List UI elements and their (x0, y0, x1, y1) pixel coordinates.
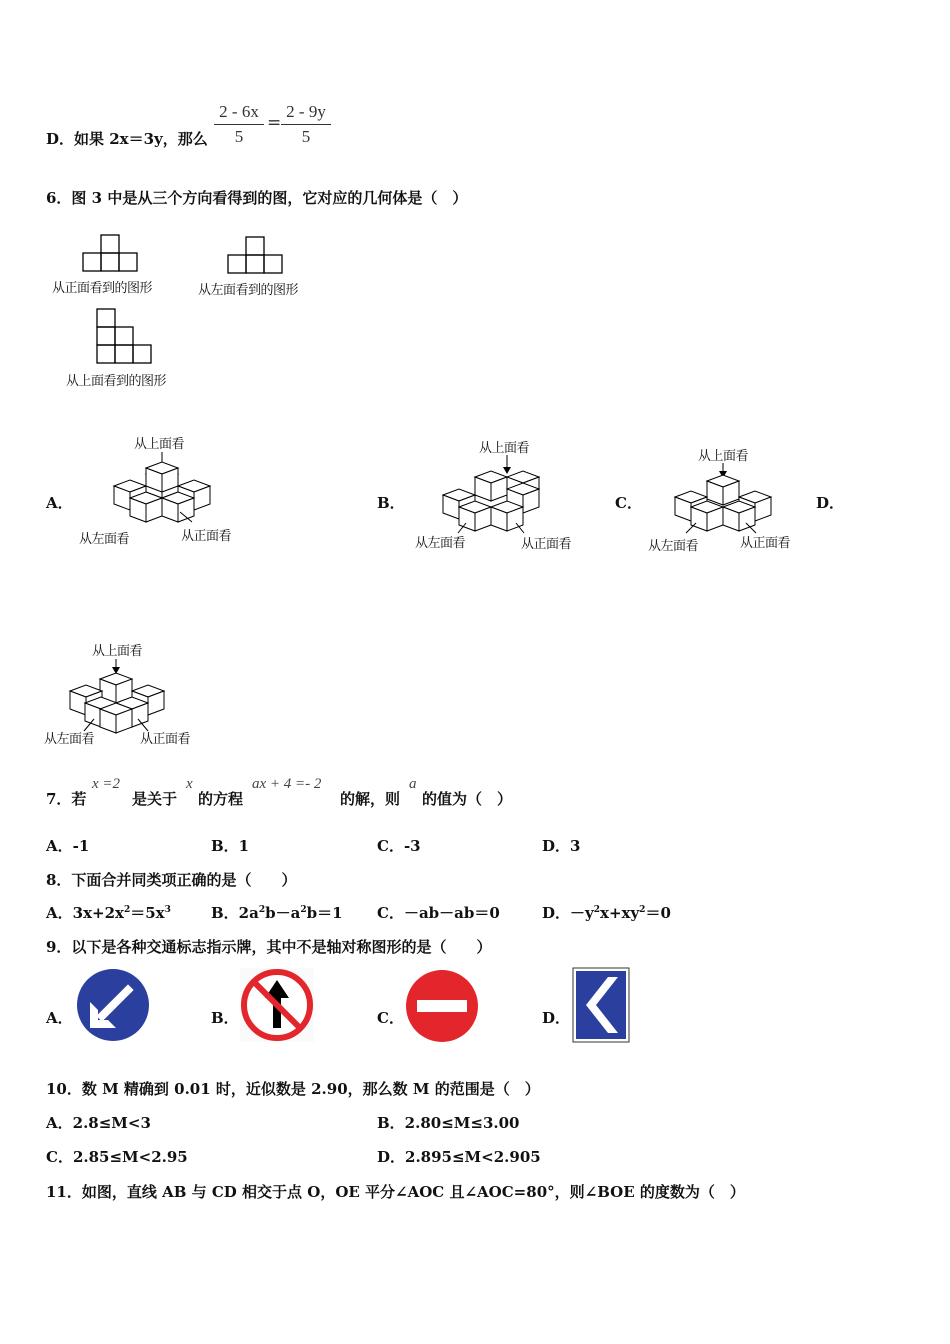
q6-option-b-label[interactable]: B． (377, 494, 405, 512)
q5-rhs-denominator: 5 (301, 127, 311, 146)
chevron-left-sign-icon[interactable] (572, 967, 630, 1043)
q7-option-b[interactable]: B．1 (211, 837, 250, 855)
q7-option-c[interactable]: C．-3 (377, 837, 421, 855)
q7-math-a: a (409, 776, 417, 792)
q7-text-2: 是关于 (132, 790, 178, 808)
q7-option-d[interactable]: D．3 (542, 837, 581, 855)
q8-option-a[interactable]: A．$3x+2x^2=5x^3$ (46, 904, 171, 922)
q5-lhs-denominator: 5 (234, 127, 244, 146)
q10-option-a[interactable]: A．2.8≤M<3 (46, 1114, 151, 1132)
q10-option-d[interactable]: D．2.895≤M<2.905 (377, 1148, 541, 1166)
q10-option-b[interactable]: B．2.80≤M≤3.00 (377, 1114, 520, 1132)
q5-equals: = (267, 113, 282, 133)
top-view-figure (95, 308, 155, 366)
q6-stem: 6．图 3 中是从三个方向看得到的图，它对应的几何体是（ ） (46, 189, 468, 207)
q5-option-d-label: D．如果 2x＝3y，那么 (46, 130, 208, 148)
q6-option-c-figure[interactable] (670, 461, 780, 541)
front-view-figure (80, 234, 140, 274)
q5-lhs-numerator: 2 - 6x (214, 102, 264, 125)
q6-option-a-figure[interactable] (108, 450, 218, 535)
q10-stem: 10．数 M 精确到 0.01 时，近似数是 2.90，那么数 M 的范围是（ ） (46, 1080, 540, 1098)
q6-c-top-caption: 从上面看 (698, 449, 749, 464)
front-view-caption: 从正面看到的图形 (52, 281, 153, 296)
q7-text-4: 的解，则 (340, 790, 401, 808)
q8-stem: 8．下面合并同类项正确的是（ ） (46, 871, 297, 889)
q6-c-left-caption: 从左面看 (648, 539, 699, 554)
q6-a-top-caption: 从上面看 (134, 437, 185, 452)
q6-b-front-caption: 从正面看 (521, 537, 572, 552)
q6-option-c-label[interactable]: C． (615, 494, 642, 512)
q6-a-front-caption: 从正面看 (181, 529, 232, 544)
q11-stem: 11．如图，直线 AB 与 CD 相交于点 O，OE 平分∠AOC 且∠AOC=80°，则∠BOE 的度数为（ ） (46, 1183, 745, 1201)
q10-option-c[interactable]: C．2.85≤M<2.95 (46, 1148, 188, 1166)
q8-option-b[interactable]: B．$2a^2b-a^2b=1$ (211, 904, 343, 922)
q6-option-d-label[interactable]: D． (816, 494, 845, 512)
q7-math-equation: ax + 4 =- 2 (252, 776, 322, 792)
q9-stem: 9．以下是各种交通标志指示牌，其中不是轴对称图形的是（ ） (46, 938, 492, 956)
q5-rhs-fraction (281, 102, 331, 147)
q9-option-d-label[interactable]: D． (542, 1009, 571, 1027)
q9-option-c-label[interactable]: C． (377, 1009, 404, 1027)
no-entry-sign-icon[interactable] (404, 968, 480, 1044)
q6-d-left-caption: 从左面看 (44, 732, 95, 747)
q9-option-b-label[interactable]: B． (211, 1009, 239, 1027)
q7-math-x: x (186, 776, 193, 792)
q8-option-d[interactable]: D．$-y^2x+xy^2=0$ (542, 904, 671, 922)
q9-option-a-label[interactable]: A． (46, 1009, 73, 1027)
q7-text-1: 7．若 (46, 790, 87, 808)
keep-left-sign-icon[interactable] (76, 968, 152, 1044)
q7-option-a[interactable]: A．-1 (46, 837, 90, 855)
left-view-caption: 从左面看到的图形 (198, 283, 299, 298)
left-view-figure (226, 236, 286, 276)
no-straight-sign-icon[interactable] (240, 968, 314, 1042)
q5-lhs-fraction (214, 102, 264, 147)
q7-math-x-equals-2: x =2 (92, 776, 121, 792)
q6-b-top-caption: 从上面看 (479, 441, 530, 456)
q6-option-a-label[interactable]: A． (46, 494, 73, 512)
q8-option-c[interactable]: C．－ab－ab＝0 (377, 904, 500, 922)
q7-text-5: 的值为（ ） (422, 790, 513, 808)
q5-rhs-numerator: 2 - 9y (281, 102, 331, 125)
q6-b-left-caption: 从左面看 (415, 536, 466, 551)
q6-d-top-caption: 从上面看 (92, 644, 143, 659)
q6-option-b-figure[interactable] (438, 453, 548, 543)
q6-a-left-caption: 从左面看 (79, 532, 130, 547)
top-view-caption: 从上面看到的图形 (66, 374, 167, 389)
q6-c-front-caption: 从正面看 (740, 536, 791, 551)
q6-d-front-caption: 从正面看 (140, 732, 191, 747)
q7-text-3: 的方程 (198, 790, 244, 808)
